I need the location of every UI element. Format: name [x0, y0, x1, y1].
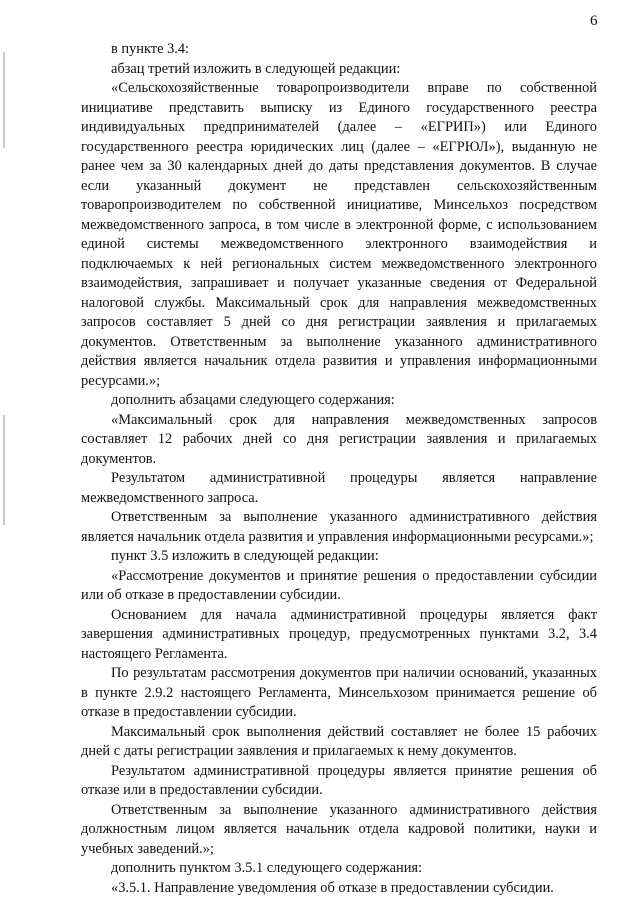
scan-edge-mark: [3, 52, 5, 148]
quoted-paragraph: «Рассмотрение документов и принятие решения о предоставлении субсидии или об отказе в предоставлении субсидии.: [81, 567, 597, 603]
paragraph: Максимальный срок выполнения действий составляет не более 15 рабочих дней с даты регистрации заявления и прилагаемых к нему документов.: [81, 723, 597, 759]
quoted-paragraph: «Максимальный срок для направления межведомственных запросов составляет 12 рабочих дней со дня регистрации заявления и прилагаемых документов.: [81, 411, 597, 467]
paragraph: Результатом административной процедуры является принятие решения об отказе или в предоставлении субсидии.: [81, 762, 597, 798]
quoted-paragraph: «3.5.1. Направление уведомления об отказе в предоставлении субсидии.: [111, 879, 554, 896]
paragraph: Основанием для начала административной процедуры является факт завершения административных процедур, предусмотренных пунктами 3.2, 3.4 настоящего Регламента.: [81, 606, 597, 662]
paragraph: дополнить пунктом 3.5.1 следующего содержания:: [111, 860, 423, 876]
paragraph: дополнить абзацами следующего содержания:: [111, 392, 395, 408]
paragraph: абзац третий изложить в следующей редакции:: [111, 60, 401, 77]
paragraph: По результатам рассмотрения документов при наличии оснований, указанных в пункте 2.9.2 настоящего Регламента, Минсельхозом принимается решение об отказе в предоставлении субсидии.: [81, 665, 597, 720]
paragraph: Результатом административной процедуры является направление межведомственного запроса.: [81, 470, 597, 506]
quoted-paragraph: «Сельскохозяйственные товаропроизводители вправе по собственной инициативе представить выписку из Единого государственного реестра индивидуальных предпринимателей (далее – «ЕГРИП») или Единого государственного реестра юридических лиц (далее – «ЕГРЮЛ»), выданную не ранее чем за 30 календарных дней до даты представления документов. В случае если указанный документ не представлен сельскохозяйственным товаропроизводителем по собственной инициативе, Минсельхоз посредством межведомственного запроса, в том числе в электронной форме, с использованием единой системы межведомственного электронного взаимодействия и подключаемых к ней региональных систем межведомственного электронного взаимодействия, запрашивает и получает указанные сведения от Федеральной налоговой службы. Максимальный срок для направления межведомственных запросов составляет 5 дней со дня регистрации заявления и прилагаемых документов. Ответственным за выполнение указанного административного действия является начальник отдела развития и управления информационными ресурсами.»;: [81, 80, 597, 389]
paragraph: Ответственным за выполнение указанного административного действия является начальник отдела развития и управления информационными ресурсами.»;: [81, 509, 597, 545]
paragraph: Ответственным за выполнение указанного административного действия должностным лицом является начальник отдела кадровой политики, науки и учебных заведений.»;: [81, 801, 597, 857]
page-number: 6: [590, 13, 598, 29]
paragraph: в пункте 3.4:: [111, 41, 190, 57]
paragraph: пункт 3.5 изложить в следующей редакции:: [111, 548, 379, 564]
document-body: [81, 40, 597, 898]
scan-edge-mark: [3, 415, 5, 525]
